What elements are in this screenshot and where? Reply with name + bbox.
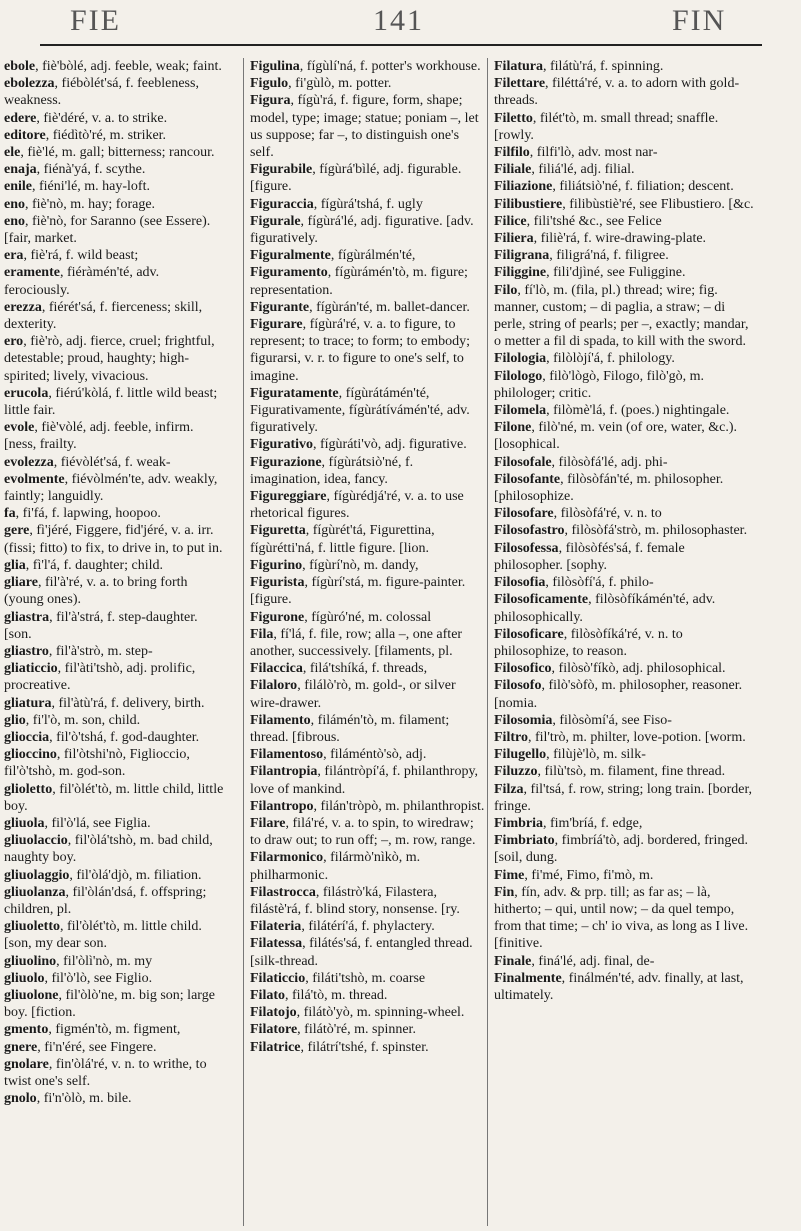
dictionary-entry: Figuraccia, fígùrá'tshá, f. ugly	[250, 196, 423, 212]
headword: Figulo	[250, 76, 289, 92]
dictionary-entry: evolezza, fiévòlét'sá, f. weak-	[4, 454, 171, 470]
headword: Figuralmente	[250, 248, 331, 264]
headword: gliuolaggio	[4, 867, 70, 883]
headword: Filiggine	[494, 265, 547, 281]
dictionary-entry: gnolare, fin'òlá'ré, v. n. to writhe, to twist one's self.	[4, 1056, 207, 1089]
dictionary-entry: Finale, finá'lé, adj. final, de-	[494, 953, 655, 969]
headword: Filato	[250, 987, 285, 1003]
headword: eramente	[4, 265, 60, 281]
dictionary-entry: Filamento, filámén'tò, m. filament; thread. [fibrous.	[250, 712, 450, 745]
dictionary-entry: Fila, fí'lá, f. file, row; alla –, one after another, successively. [filaments, pl.	[250, 626, 463, 659]
headword: gnolo	[4, 1091, 37, 1107]
dictionary-entry: gliatura, fil'àtù'rá, f. delivery, birth.	[4, 695, 205, 711]
dictionary-entry: Filastrocca, filástrò'ká, Filastera, filástè'rá, f. blind story, nonsense. [ry.	[250, 884, 460, 917]
dictionary-entry: gliastra, fil'à'strá, f. step-daughter. [son.	[4, 609, 198, 642]
dictionary-entry: Figurativo, fígùráti'vò, adj. figurative.	[250, 437, 467, 453]
dictionary-entry: Filosofia, filòsòfí'á, f. philo-	[494, 575, 654, 591]
headword: Filosofia	[494, 575, 546, 591]
headword: gliuolanza	[4, 884, 66, 900]
headword: Fimbria	[494, 815, 543, 831]
column-middle	[243, 58, 486, 1226]
dictionary-entry: Figura, fígù'rá, f. figure, form, shape; model, type; image; statue; poniam –, let us suppose; far –, to distinguish one's self.	[250, 93, 479, 161]
headword: Filuzzo	[494, 764, 538, 780]
dictionary-entry: Finalmente, finálmén'té, adv. finally, at last, ultimately.	[494, 970, 744, 1003]
headword: gliaticcio	[4, 661, 58, 677]
headword: glioletto	[4, 781, 53, 797]
dictionary-entry: fa, fi'fá, f. lapwing, hoopoo.	[4, 506, 161, 522]
dictionary-entry: Filatojo, filátò'yò, m. spinning-wheel.	[250, 1005, 465, 1021]
headword: Filo	[494, 282, 518, 298]
dictionary-entry: Filugello, filùjè'lò, m. silk-	[494, 747, 646, 763]
headword: Filantropia	[250, 764, 318, 780]
dictionary-entry: Filosofo, filò'sòfò, m. philosopher, reasoner. [nomia.	[494, 678, 743, 711]
headword: Filza	[494, 781, 524, 797]
headword: gmento	[4, 1022, 49, 1038]
dictionary-entry: ebolezza, fiébòlét'sá, f. feebleness, weakness.	[4, 76, 199, 109]
headword: Figuretta	[250, 523, 306, 539]
dictionary-entry: gliuolone, fil'òlò'ne, m. big son; large boy. [fiction.	[4, 987, 215, 1021]
headword: Figurone	[250, 609, 305, 625]
column-left	[4, 58, 228, 1226]
dictionary-entry: gmento, figmén'tò, m. figment,	[4, 1022, 181, 1038]
dictionary-entry: gliare, fil'à'ré, v. a. to bring forth (young ones).	[4, 575, 188, 608]
dictionary-entry: Figurante, fígùrán'té, m. ballet-dancer.	[250, 299, 470, 315]
headword: Filatore	[250, 1022, 298, 1038]
dictionary-entry: Figuratamente, fígùrátámén'té, Figurativamente, fígùrátívámén'té, adv. figuratively.	[250, 385, 470, 436]
dictionary-entry: Filatrice, filátrí'tshé, f. spinster.	[250, 1039, 429, 1055]
dictionary-entry: ero, fiè'rò, adj. fierce, cruel; frightful, detestable; proud, haughty; high-spirited; lively, vivacious.	[4, 334, 215, 384]
headword: ebole	[4, 59, 36, 74]
dictionary-entry: evolmente, fiévòlmén'te, adv. weakly, faintly; languidly.	[4, 471, 218, 505]
headword: gliastro	[4, 643, 49, 659]
dictionary-entry: Figureggiare, fígùrédjá'ré, v. a. to use rhetorical figures.	[250, 489, 464, 522]
dictionary-entry: Filiggine, fili'djìné, see Fuliggine.	[494, 265, 686, 281]
headword: gliare	[4, 575, 38, 591]
dictionary-entry: Figurale, fígùrá'lé, adj. figurative. [adv. figuratively.	[250, 213, 474, 247]
dictionary-entry: Filosomia, filòsòmí'á, see Fiso-	[494, 712, 672, 728]
headword: Filatrice	[250, 1039, 301, 1055]
headword: Filettare	[494, 76, 546, 92]
headword: Filibustiere	[494, 196, 563, 212]
dictionary-entry: Filarmonico, filármò'nìkò, m. philharmonic.	[250, 850, 421, 883]
headword: Filatojo	[250, 1005, 297, 1021]
headword: ebolezza	[4, 76, 55, 92]
dictionary-entry: Filatore, filátò'ré, m. spinner.	[250, 1022, 416, 1038]
dictionary-entry: Figurista, fígùrí'stá, m. figure-painter. [figure.	[250, 575, 466, 608]
dictionary-entry: Fimbria, fim'bríá, f. edge,	[494, 815, 643, 831]
headword: Figurabile	[250, 162, 313, 178]
headword: Filosofare	[494, 506, 554, 522]
dictionary-entry: gnere, fi'n'éré, see Fingere.	[4, 1039, 157, 1055]
dictionary-entry: Filantropo, filán'tròpò, m. philanthropist.	[250, 798, 485, 814]
headword: Filaticcio	[250, 970, 306, 986]
dictionary-entry: ele, fiè'lé, m. gall; bitterness; rancour.	[4, 145, 215, 161]
dictionary-entry: glio, fi'l'ò, m. son, child.	[4, 712, 141, 728]
headword: Filosofessa	[494, 540, 559, 556]
dictionary-entry: erucola, fiérú'kòlá, f. little wild beast; little fair.	[4, 385, 218, 419]
dictionary-entry: Filosofastro, filòsòfá'strò, m. philosophaster.	[494, 523, 748, 539]
headword: Filosofale	[494, 454, 552, 470]
headword: enaja	[4, 162, 37, 178]
headword: Filosofastro	[494, 523, 565, 539]
dictionary-entry: Filaloro, filálò'rò, m. gold-, or silver wire-drawer.	[250, 678, 456, 711]
headword: Filomela	[494, 403, 547, 419]
dictionary-entry: gliuolino, fil'òlì'nò, m. my	[4, 953, 153, 969]
dictionary-entry: gliuolaccio, fil'òlá'tshò, m. bad child, naughty boy.	[4, 833, 213, 866]
headword: glio	[4, 712, 26, 728]
column-right	[487, 58, 756, 1226]
dictionary-entry: Figuramento, fígùrámén'tò, m. figure; representation.	[250, 265, 468, 298]
headword: Filosoficare	[494, 626, 564, 642]
dictionary-entry: Filtro, fil'trò, m. philter, love-potion. [worm.	[494, 729, 746, 745]
dictionary-entry: Fin, fín, adv. & prp. till; as far as; – là, hitherto; – qui, until now; – da quel tempo, from that time; – ch' io viva, as long as I live. [finitive.	[494, 884, 749, 952]
headword: Filiazione	[494, 179, 553, 195]
dictionary-entry: evole, fiè'vòlé, adj. feeble, infirm. [ness, frailty.	[4, 420, 194, 453]
headword: editore	[4, 127, 46, 143]
dictionary-entry: gliuolo, fil'ò'lò, see Figlio.	[4, 970, 153, 986]
headword: Filologo	[494, 368, 543, 384]
dictionary-entry: Filuzzo, filù'tsò, m. filament, fine thread.	[494, 764, 726, 780]
dictionary-entry: Filosofare, filòsòfá'ré, v. n. to	[494, 506, 662, 522]
headword: gliuolo	[4, 970, 45, 986]
dictionary-entry: Filettare, filéttá'ré, v. a. to adorn with gold-threads.	[494, 76, 740, 109]
dictionary-entry: Filibustiere, filibùstiè'ré, see Flibustiero. [&c.	[494, 196, 754, 212]
dictionary-entry: Filosofico, filòsò'fíkò, adj. philosophical.	[494, 661, 726, 677]
dictionary-entry: eno, fiè'nò, for Saranno (see Essere). [fair, market.	[4, 213, 211, 247]
headword: Filosofo	[494, 678, 542, 694]
headword: Figurante	[250, 299, 310, 315]
headword: Filosofante	[494, 471, 561, 487]
dictionary-entry: gliuola, fil'ò'lá, see Figlia.	[4, 815, 151, 831]
headword: Filetto	[494, 110, 533, 126]
dictionary-entry: Filosofale, filòsòfá'lé, adj. phi-	[494, 454, 668, 470]
headword: Filamento	[250, 712, 311, 728]
headword: Figulina	[250, 59, 300, 74]
headword: Filateria	[250, 919, 302, 935]
dictionary-entry: glioletto, fil'òlét'tò, m. little child, little boy.	[4, 781, 224, 814]
headword: Fimbriato	[494, 833, 555, 849]
dictionary-entry: glioccia, fil'ò'tshá, f. god-daughter.	[4, 729, 200, 745]
dictionary-entry: Filosofante, filòsòfán'té, m. philosopher. [philosophize.	[494, 471, 724, 505]
headword: Figurale	[250, 213, 301, 229]
header-rule	[40, 44, 762, 46]
headword: gliuoletto	[4, 919, 60, 935]
headword: Filastrocca	[250, 884, 316, 900]
dictionary-entry: Filamentoso, filáméntò'sò, adj.	[250, 747, 427, 763]
dictionary-entry: Filaccica, filá'tshíká, f. threads,	[250, 661, 428, 677]
headword: glioccino	[4, 747, 57, 763]
headword: Figura	[250, 93, 291, 109]
dictionary-entry: Filiera, filiè'rá, f. wire-drawing-plate.	[494, 231, 707, 247]
dictionary-entry: Filologo, filò'lògò, Filogo, filò'gò, m. philologer; critic.	[494, 368, 705, 401]
headword: Filiera	[494, 231, 534, 247]
headword: Filare	[250, 815, 286, 831]
dictionary-entry: Figuralmente, fígùrálmén'té,	[250, 248, 416, 264]
headword: Filosomia	[494, 712, 553, 728]
headword: edere	[4, 110, 37, 126]
page-number: 141	[373, 4, 424, 37]
dictionary-entry: edere, fiè'déré, v. a. to strike.	[4, 110, 168, 126]
headword: Filone	[494, 420, 532, 436]
headword: gliatura	[4, 695, 52, 711]
headword: erucola	[4, 385, 49, 401]
dictionary-entry: Filantropia, filántròpí'á, f. philanthropy, love of mankind.	[250, 764, 479, 797]
headword: ero	[4, 334, 24, 350]
headword: ele	[4, 145, 21, 161]
dictionary-entry: erezza, fiérét'sá, f. fierceness; skill, dexterity.	[4, 299, 203, 333]
headword: Figurare	[250, 317, 303, 333]
dictionary-entry: Filomela, filòmè'lá, f. (poes.) nightingale.	[494, 403, 730, 419]
headword: Figuratamente	[250, 385, 339, 401]
dictionary-entry: ebole, fiè'bòlé, adj. feeble, weak; faint.	[4, 59, 222, 74]
headword: Figurativo	[250, 437, 313, 453]
dictionary-entry: gnolo, fi'n'òlò, m. bile.	[4, 1091, 132, 1107]
dictionary-entry: Filice, fili'tshé &c., see Felice	[494, 213, 662, 229]
dictionary-entry: gere, fì'jéré, Figgere, fid'jéré, v. a. irr. (fissi; fitto) to fix, to drive in, to put in.	[4, 523, 223, 556]
headword: Filaccica	[250, 661, 303, 677]
dictionary-entry: Filosoficamente, filòsòfíkámén'té, adv. philosophically.	[494, 592, 716, 625]
headword: Filosoficamente	[494, 592, 589, 608]
headword: Filtro	[494, 729, 528, 745]
headword: gere	[4, 523, 30, 539]
dictionary-entry: Filatessa, filátés'sá, f. entangled thread. [silk-thread.	[250, 936, 473, 969]
headword: Figurino	[250, 557, 303, 573]
dictionary-entry: Filosofessa, filòsòfés'sá, f. female philosopher. [sophy.	[494, 540, 685, 573]
headword: gliuola	[4, 815, 45, 831]
headword: Figuramento	[250, 265, 328, 281]
headword: Figureggiare	[250, 489, 327, 505]
dictionary-entry: glioccino, fil'òtshi'nò, Figlioccio, fil'ò'tshò, m. god-son.	[4, 747, 190, 780]
headword: Filarmonico	[250, 850, 324, 866]
headword: gliastra	[4, 609, 50, 625]
page-header	[0, 0, 801, 58]
dictionary-entry: Fime, fi'mé, Fimo, fi'mò, m.	[494, 867, 654, 883]
headword: glia	[4, 557, 26, 573]
headword: eno	[4, 213, 25, 229]
dictionary-entry: Fimbriato, fimbríá'tò, adj. bordered, fringed. [soil, dung.	[494, 833, 749, 866]
headword: Filaloro	[250, 678, 298, 694]
dictionary-entry: Figurino, fígùrí'nò, m. dandy,	[250, 557, 419, 573]
headword: Finale	[494, 953, 532, 969]
headword: Fin	[494, 884, 515, 900]
dictionary-entry: Filologia, filòlòjí'á, f. philology.	[494, 351, 675, 367]
headword: enile	[4, 179, 32, 195]
dictionary-entry: Figurazione, fígùrátsiò'né, f. imagination, idea, fancy.	[250, 454, 414, 487]
dictionary-entry: enile, fiéni'lé, m. hay-loft.	[4, 179, 150, 195]
guide-word-left: FIE	[70, 4, 121, 37]
headword: Fime	[494, 867, 525, 883]
dictionary-entry: gliaticcio, fil'àti'tshò, adj. prolific, procreative.	[4, 661, 196, 694]
headword: Filice	[494, 213, 527, 229]
dictionary-entry: Filza, fil'tsá, f. row, string; long train. [border, fringe.	[494, 781, 753, 814]
dictionary-entry: gliastro, fil'à'strò, m. step-	[4, 643, 153, 659]
dictionary-entry: eno, fiè'nò, m. hay; forage.	[4, 196, 156, 212]
dictionary-entry: editore, fiédìtò'ré, m. striker.	[4, 127, 167, 143]
headword: fa	[4, 506, 16, 522]
dictionary-entry: Figulo, fi'gùlò, m. potter.	[250, 76, 392, 92]
headword: Filigrana	[494, 248, 550, 264]
headword: erezza	[4, 299, 42, 315]
dictionary-entry: Filo, fí'lò, m. (fila, pl.) thread; wire; fig. manner, custom; – di paglia, a straw; – di perle, string of pearls; per –, exactly; mandar, o metter a fil di spada, to kill with the sword.	[494, 282, 749, 350]
headword: gnolare	[4, 1056, 49, 1072]
dictionary-entry: Filfilo, filfi'lò, adv. most nar-	[494, 145, 658, 161]
headword: eno	[4, 196, 25, 212]
headword: glioccia	[4, 729, 50, 745]
dictionary-entry: Filaticcio, filáti'tshò, m. coarse	[250, 970, 426, 986]
dictionary-entry: Filiazione, filiátsiò'né, f. filiation; descent.	[494, 179, 734, 195]
dictionary-entry: Filosoficare, filòsòfíká'ré, v. n. to philosophize, to reason.	[494, 626, 683, 659]
dictionary-entry: Filone, filò'né, m. vein (of ore, water, &c.). [losophical.	[494, 420, 738, 453]
dictionary-entry: enaja, fiénà'yá, f. scythe.	[4, 162, 146, 178]
headword: Filatessa	[250, 936, 303, 952]
dictionary-entry: Filigrana, filigrá'ná, f. filigree.	[494, 248, 669, 264]
headword: gliuolino	[4, 953, 57, 969]
dictionary-entry: Figurabile, fígùrá'bìlé, adj. figurable. [figure.	[250, 162, 462, 195]
headword: Figurazione	[250, 454, 322, 470]
headword: evolmente	[4, 471, 65, 487]
headword: era	[4, 248, 24, 264]
dictionary-entry: gliuolanza, fil'òlán'dsá, f. offspring; children, pl.	[4, 884, 207, 917]
headword: Figurista	[250, 575, 305, 591]
dictionary-entry: Filare, filá'ré, v. a. to spin, to wiredraw; to draw out; to run off; –, m. row, range.	[250, 815, 476, 849]
headword: Filatura	[494, 59, 543, 74]
dictionary-entry: gliuolaggio, fil'òlá'djò, m. filiation.	[4, 867, 202, 883]
dictionary-entry: Figurone, fígùró'né, m. colossal	[250, 609, 432, 625]
dictionary-entry: Filiale, filiá'lé, adj. filial.	[494, 162, 635, 178]
headword: Filugello	[494, 747, 547, 763]
headword: gnere	[4, 1039, 38, 1055]
dictionary-entry: Figurare, fígùrá'ré, v. a. to figure, to represent; to trace; to form; to embody; figurarsi, v. r. to figure to one's self, to imagine.	[250, 317, 471, 384]
dictionary-entry: Figulina, fígùlí'ná, f. potter's workhouse.	[250, 59, 481, 74]
headword: Finalmente	[494, 970, 562, 986]
dictionary-entry: Filateria, filátérí'á, f. phylactery.	[250, 919, 435, 935]
headword: Filamentoso	[250, 747, 324, 763]
guide-word-right: FIN	[672, 4, 727, 37]
headword: Fila	[250, 626, 274, 642]
headword: Figuraccia	[250, 196, 314, 212]
dictionary-entry: glia, fì'l'á, f. daughter; child.	[4, 557, 164, 573]
headword: Filantropo	[250, 798, 314, 814]
dictionary-entry: gliuoletto, fil'òlét'tò, m. little child. [son, my dear son.	[4, 919, 202, 952]
headword: Filfilo	[494, 145, 530, 161]
dictionary-entry: era, fiè'rá, f. wild beast;	[4, 248, 139, 264]
headword: gliuolaccio	[4, 833, 68, 849]
headword: gliuolone	[4, 987, 59, 1003]
headword: Filologia	[494, 351, 547, 367]
headword: Filosofico	[494, 661, 552, 677]
headword: Filiale	[494, 162, 532, 178]
dictionary-entry: Filetto, filét'tò, m. small thread; snaffle. [rowly.	[494, 110, 719, 143]
dictionary-entry: Filato, filá'tò, m. thread.	[250, 987, 388, 1003]
dictionary-entry: Figuretta, fígùrét'tá, Figurettina, fígùrétti'ná, f. little figure. [lion.	[250, 523, 435, 556]
headword: evolezza	[4, 454, 54, 470]
headword: evole	[4, 420, 35, 436]
dictionary-entry: eramente, fiéràmén'té, adv. ferociously.	[4, 265, 160, 298]
dictionary-entry: Filatura, filátù'rá, f. spinning.	[494, 59, 664, 74]
